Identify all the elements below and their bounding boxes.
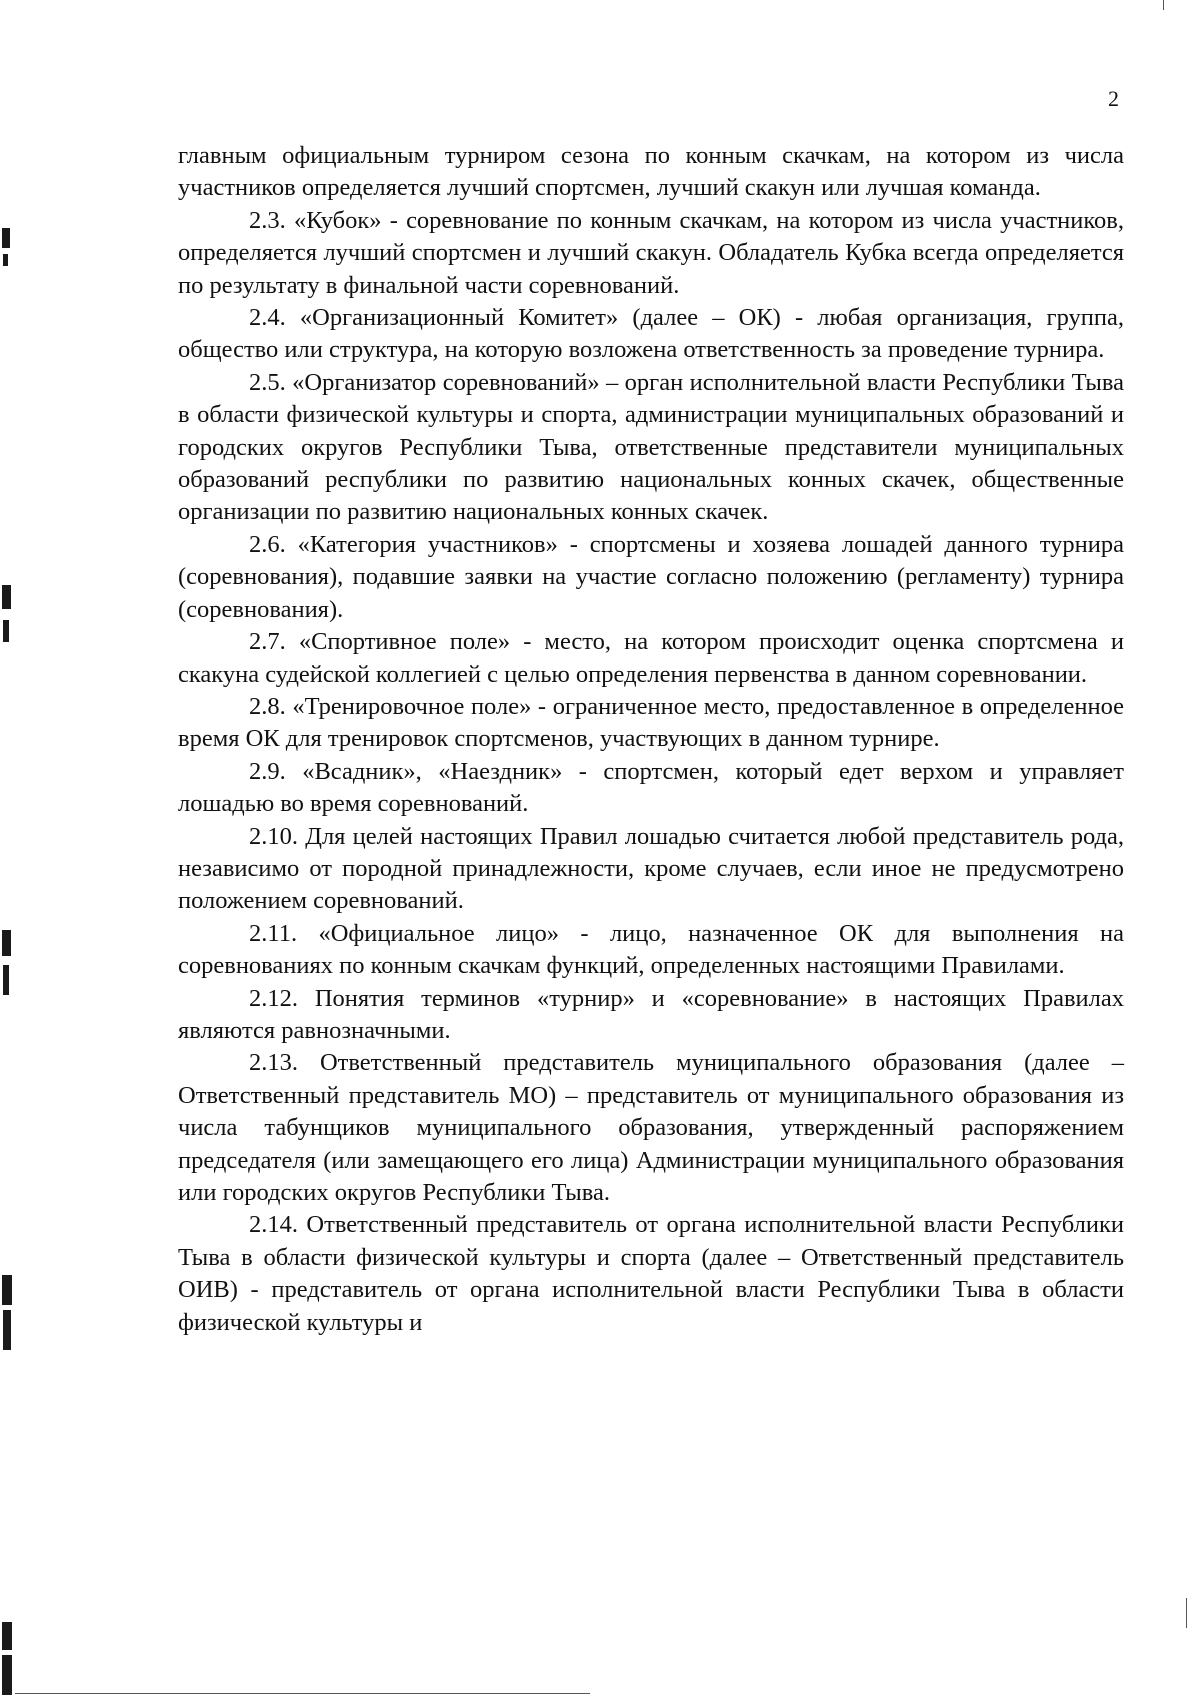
page-number: 2 (1108, 86, 1119, 111)
scan-mark-6 (3, 965, 9, 995)
scan-mark-10 (2, 1655, 12, 1695)
scan-bottom-line (15, 1693, 590, 1694)
paragraph-2-10: 2.10. Для целей настоящих Правил лошадью считается любой представитель рода, независимо от породной принадлежности, кроме случаев, если иное не предусмотрено положением соревнований. (178, 822, 1124, 915)
paragraph-2-13: 2.13. Ответственный представитель муниципального образования (далее – Ответственный представитель МО) – представитель от муниципального образования из числа табунщиков муниципального образования, утвержденный распоряжением председателя (или замещающего его лица) Администрации муниципального образования или городских округов Республики Тыва. (178, 1049, 1124, 1206)
paragraph-2-12: 2.12. Понятия терминов «турнир» и «соревнование» в настоящих Правилах являются равнозначными. (178, 984, 1124, 1044)
scan-mark-4 (3, 620, 9, 642)
document-body (178, 140, 1124, 1339)
scan-mark-3 (2, 585, 11, 609)
scan-mark-5 (2, 930, 11, 956)
paragraph-2-11: 2.11. «Официальное лицо» - лицо, назначенное ОК для выполнения на соревнованиях по конным скачкам функций, определенных настоящими Правилами. (178, 919, 1124, 980)
scan-mark-2 (3, 254, 8, 266)
paragraph-2-4: 2.4. «Организационный Комитет» (далее – ОК) - любая организация, группа, общество или структура, на которую возложена ответственность за проведение турнира. (178, 304, 1124, 364)
paragraph-2-5: 2.5. «Организатор соревнований» – орган исполнительной власти Республики Тыва в области физической культуры и спорта, администрации муниципальных образований и городских округов Республики Тыва, ответственные представители муниципальных образований республики по развитию национальных конных скачек, общественные организации по развитию национальных конных скачек. (178, 368, 1124, 526)
paragraph-continuation: главным официальным турниром сезона по конным скачкам, на котором из числа участников определяется лучший спортсмен, лучший скакун или лучшая команда. (178, 142, 1124, 202)
paragraph-2-14: 2.14. Ответственный представитель от органа исполнительной власти Республики Тыва в области физической культуры и спорта (далее – Ответственный представитель ОИВ) - представитель от органа исполнительной власти Республики Тыва в области физической культуры и (178, 1211, 1124, 1336)
scan-mark-7 (2, 1275, 12, 1305)
paragraph-2-6: 2.6. «Категория участников» - спортсмены и хозяева лошадей данного турнира (соревнования), подавшие заявки на участие согласно положению (регламенту) турнира (соревнования). (178, 530, 1124, 623)
paragraph-2-8: 2.8. «Тренировочное поле» - ограниченное место, предоставленное в определенное время ОК для тренировок спортсменов, участвующих в данном турнире. (178, 692, 1124, 753)
scan-right-tick-bottom (1186, 1598, 1187, 1628)
scan-mark-9 (2, 1622, 12, 1650)
scan-right-tick-top (1163, 0, 1164, 10)
scan-mark-1 (2, 228, 10, 248)
paragraph-2-7: 2.7. «Спортивное поле» - место, на котором происходит оценка спортсмена и скакуна судейской коллегией с целью определения первенства в данном соревновании. (178, 628, 1124, 688)
paragraph-2-9: 2.9. «Всадник», «Наездник» - спортсмен, который едет верхом и управляет лошадью во время соревнований. (178, 757, 1124, 818)
paragraph-2-3: 2.3. «Кубок» - соревнование по конным скачкам, на котором из числа участников, определяется лучший спортсмен и лучший скакун. Обладатель Кубка всегда определяется по результату в финальной части соревнований. (178, 206, 1124, 299)
scan-mark-8 (3, 1310, 11, 1350)
